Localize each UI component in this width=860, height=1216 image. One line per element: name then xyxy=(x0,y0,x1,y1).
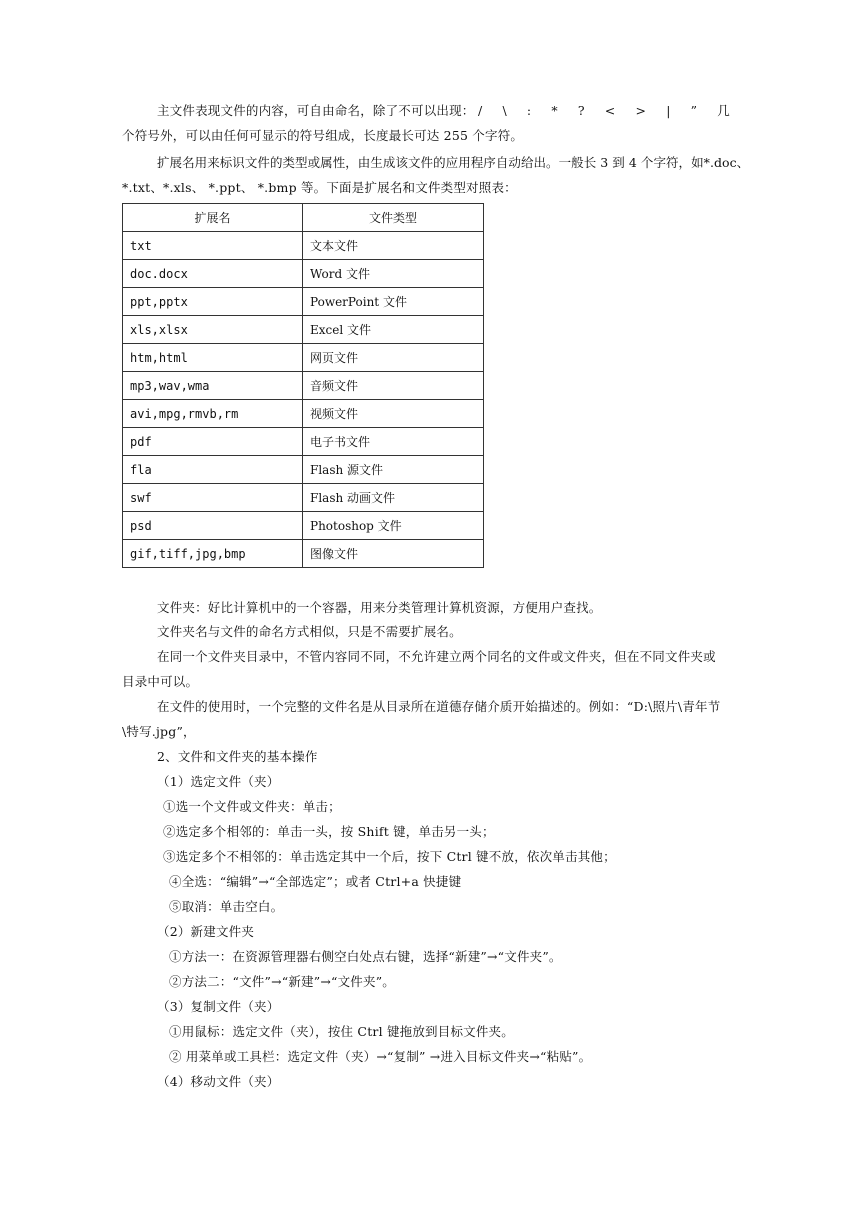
cell-extension: gif,tiff,jpg,bmp xyxy=(123,540,303,568)
cell-file-type: 电子书文件 xyxy=(303,428,484,456)
symbol: ” xyxy=(690,103,698,118)
intro-p1-line2: 个符号外，可以由任何可显示的符号组成，长度最长可达 255 个字符。 xyxy=(122,128,524,143)
cell-extension: xls,xlsx xyxy=(123,316,303,344)
cell-extension: htm,html xyxy=(123,344,303,372)
table-row xyxy=(123,232,484,260)
cell-file-type: PowerPoint 文件 xyxy=(303,288,484,316)
intro-p1-text: 主文件表现文件的内容，可自由命名，除了不可以出现： xyxy=(157,103,475,118)
symbol: \ xyxy=(502,103,507,118)
cell-file-type: 网页文件 xyxy=(303,344,484,372)
cell-file-type: Flash 源文件 xyxy=(303,456,484,484)
cell-extension: txt xyxy=(123,232,303,260)
cell-extension: pdf xyxy=(123,428,303,456)
table-row xyxy=(123,400,484,428)
cell-extension: avi,mpg,rmvb,rm xyxy=(123,400,303,428)
extension-table xyxy=(122,203,484,568)
table-row xyxy=(123,512,484,540)
symbol: / xyxy=(478,103,483,118)
symbol: > xyxy=(635,103,647,118)
table-header-row xyxy=(123,204,484,232)
symbol: < xyxy=(604,103,616,118)
symbol: ? xyxy=(577,103,585,118)
ops-s2-title: （2）新建文件夹 xyxy=(157,924,255,939)
table-row xyxy=(123,456,484,484)
ops-s1-item: ①选一个文件或文件夹：单击； xyxy=(163,799,341,814)
ops-s3-item: ①用鼠标：选定文件（夹），按住 Ctrl 键拖放到目标文件夹。 xyxy=(169,1024,514,1039)
column-header-extension: 扩展名 xyxy=(123,204,303,232)
cell-extension: ppt,pptx xyxy=(123,288,303,316)
cell-file-type: Flash 动画文件 xyxy=(303,484,484,512)
cell-extension: fla xyxy=(123,456,303,484)
table-row xyxy=(123,344,484,372)
ops-s1-item: ②选定多个相邻的：单击一头，按 Shift 键，单击另一头； xyxy=(163,824,495,839)
cell-file-type: 音频文件 xyxy=(303,372,484,400)
ops-s1-item: ⑤取消：单击空白。 xyxy=(169,899,284,914)
ops-heading: 2、文件和文件夹的基本操作 xyxy=(157,749,318,764)
table-row xyxy=(123,540,484,568)
cell-extension: swf xyxy=(123,484,303,512)
folder-p2: 文件夹名与文件的命名方式相似，只是不需要扩展名。 xyxy=(157,624,462,639)
intro-p2-line2: *.txt、*.xls、 *.ppt、 *.bmp 等。下面是扩展名和文件类型对照表： xyxy=(122,180,517,195)
column-header-file-type: 文件类型 xyxy=(303,204,484,232)
ops-s1-item: ③选定多个不相邻的：单击选定其中一个后，按下 Ctrl 键不放，依次单击其他； xyxy=(163,849,616,864)
folder-p4-line1: 在文件的使用时，一个完整的文件名是从目录所在道德存储介质开始描述的。例如：“D:\照片\青年节 xyxy=(157,699,721,714)
cell-extension: mp3,wav,wma xyxy=(123,372,303,400)
ops-s1-item: ④全选：“编辑”→“全部选定”；或者 Ctrl+a 快捷键 xyxy=(169,874,462,889)
table-row xyxy=(123,260,484,288)
cell-file-type: 图像文件 xyxy=(303,540,484,568)
cell-extension: psd xyxy=(123,512,303,540)
cell-file-type: Word 文件 xyxy=(303,260,484,288)
cell-file-type: 视频文件 xyxy=(303,400,484,428)
ops-s3-title: （3）复制文件（夹） xyxy=(157,999,280,1014)
ops-s2-item: ①方法一：在资源管理器右侧空白处点右键，选择“新建”→“文件夹”。 xyxy=(169,949,562,964)
table-row xyxy=(123,288,484,316)
cell-file-type: Excel 文件 xyxy=(303,316,484,344)
table-row xyxy=(123,316,484,344)
folder-p1: 文件夹：好比计算机中的一个容器，用来分类管理计算机资源，方便用户查找。 xyxy=(157,600,602,615)
ops-s3-item: ② 用菜单或工具栏：选定文件（夹）→“复制” →进入目标文件夹→“粘贴”。 xyxy=(169,1049,592,1064)
ops-s4-title: （4）移动文件（夹） xyxy=(157,1074,280,1089)
cell-file-type: 文本文件 xyxy=(303,232,484,260)
symbol: 几 xyxy=(717,103,730,118)
symbol: * xyxy=(551,103,558,118)
folder-p3-line2: 目录中可以。 xyxy=(122,674,199,689)
table-row xyxy=(123,372,484,400)
cell-file-type: Photoshop 文件 xyxy=(303,512,484,540)
table-row xyxy=(123,484,484,512)
folder-p4-line2: \特写.jpg”， xyxy=(122,724,196,739)
forbidden-symbols xyxy=(478,102,730,120)
intro-p2-line1: 扩展名用来标识文件的类型或属性，由生成该文件的应用程序自动给出。一般长 3 到 4 个字符，如*.doc、 xyxy=(157,155,750,170)
symbol: | xyxy=(666,103,671,118)
ops-s2-item: ②方法二：“文件”→“新建”→“文件夹”。 xyxy=(169,974,395,989)
ops-s1-title: （1）选定文件（夹） xyxy=(157,774,280,789)
cell-extension: doc.docx xyxy=(123,260,303,288)
table-row xyxy=(123,428,484,456)
folder-p3-line1: 在同一个文件夹目录中，不管内容同不同，不允许建立两个同名的文件或文件夹，但在不同文件夹或 xyxy=(157,649,716,664)
symbol: : xyxy=(526,103,532,118)
